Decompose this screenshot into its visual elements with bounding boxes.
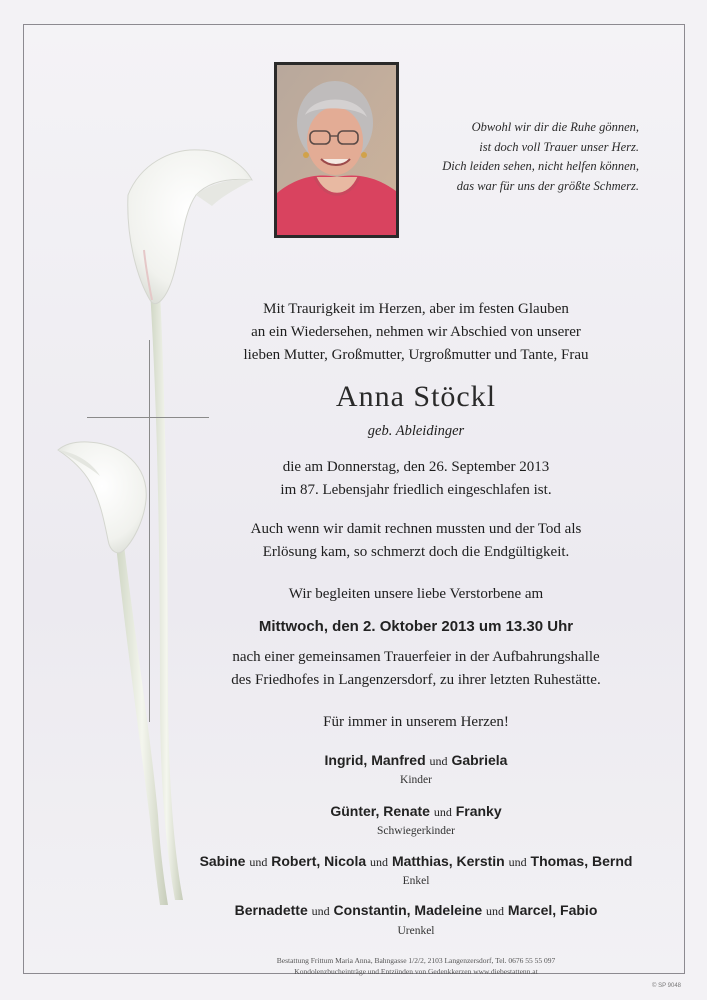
reflection-text bbox=[204, 518, 628, 564]
death-line: im 87. Lebensjahr friedlich eingeschlafen ist. bbox=[280, 482, 552, 498]
mourner-names: Constantin, Madeleine bbox=[333, 902, 483, 918]
footer-line: Bestattung Frittum Maria Anna, Bahngasse 1/2/2, 2103 Langenzersdorf, Tel. 0676 55 55 097 bbox=[276, 956, 556, 965]
mourner-names: Marcel, Fabio bbox=[507, 902, 598, 918]
poem-line: ist doch voll Trauer unser Herz. bbox=[479, 139, 639, 154]
poem-line: das war für uns der größte Schmerz. bbox=[456, 178, 639, 193]
reflection-line: Auch wenn wir damit rechnen mussten und der Tod als bbox=[250, 521, 582, 537]
conjunction: und bbox=[508, 855, 527, 869]
mourner-names: Franky bbox=[455, 803, 502, 819]
conjunction: und bbox=[433, 805, 452, 819]
mourner-names: Robert, Nicola bbox=[271, 853, 367, 869]
maiden-name: geb. Ableidinger bbox=[367, 423, 465, 439]
print-code: © SP 9048 bbox=[652, 983, 681, 989]
intro-line: Mit Traurigkeit im Herzen, aber im festen Glauben bbox=[263, 301, 569, 317]
mourner-relation: Schwiegerkinder bbox=[377, 825, 455, 837]
mourner-relation: Kinder bbox=[400, 774, 432, 786]
mourner-names: Sabine bbox=[199, 853, 246, 869]
poem-line: Dich leiden sehen, nicht helfen können, bbox=[442, 159, 639, 173]
mourner-relation: Enkel bbox=[402, 875, 430, 887]
closing-text: Für immer in unserem Herzen! bbox=[323, 714, 509, 730]
mourner-names: Matthias, Kerstin bbox=[391, 853, 505, 869]
conjunction: und bbox=[249, 855, 268, 869]
deceased-name: Anna Stöckl bbox=[335, 380, 497, 413]
conjunction: und bbox=[311, 904, 330, 918]
death-line: die am Donnerstag, den 26. September 2013 bbox=[282, 459, 550, 475]
conjunction: und bbox=[370, 855, 389, 869]
intro-line: an ein Wiedersehen, nehmen wir Abschied von unserer bbox=[251, 324, 581, 340]
death-text bbox=[204, 456, 628, 502]
cross-vertical-line bbox=[149, 340, 150, 722]
ceremony-line: nach einer gemeinsamen Trauerfeier in der Aufbahrungshalle bbox=[232, 649, 600, 665]
intro-line: lieben Mutter, Großmutter, Urgroßmutter und Tante, Frau bbox=[243, 347, 589, 363]
footer bbox=[150, 955, 682, 977]
footer-line: Kondolenzbucheinträge und Entzünden von Gedenkkerzen www.diebestattenn.at bbox=[294, 967, 538, 976]
mourner-group-inlaws bbox=[204, 803, 628, 820]
poem-line: Obwohl wir dir die Ruhe gönnen, bbox=[471, 120, 639, 134]
poem bbox=[369, 118, 639, 196]
mourner-names: Thomas, Bernd bbox=[530, 853, 633, 869]
mourner-group-children bbox=[204, 752, 628, 769]
ceremony-line: des Friedhofes in Langenzersdorf, zu ihrer letzten Ruhestätte. bbox=[231, 672, 601, 688]
mourner-group-greatgrandchildren bbox=[204, 902, 628, 919]
conjunction: und bbox=[429, 754, 448, 768]
conjunction: und bbox=[486, 904, 505, 918]
mourner-group-grandchildren bbox=[150, 853, 682, 870]
mourner-relation: Urenkel bbox=[397, 925, 435, 937]
ceremony-intro: Wir begleiten unsere liebe Verstorbene am bbox=[288, 586, 544, 602]
ceremony-date: Mittwoch, den 2. Oktober 2013 um 13.30 Uhr bbox=[258, 618, 574, 635]
intro-text bbox=[204, 298, 628, 367]
mourner-names: Günter, Renate bbox=[330, 803, 430, 819]
ceremony-text bbox=[204, 646, 628, 692]
reflection-line: Erlösung kam, so schmerzt doch die Endgültigkeit. bbox=[262, 544, 570, 560]
mourner-names: Bernadette bbox=[234, 902, 308, 918]
mourner-names: Gabriela bbox=[451, 752, 508, 768]
cross-horizontal-line bbox=[87, 417, 209, 418]
mourner-names: Ingrid, Manfred bbox=[324, 752, 426, 768]
